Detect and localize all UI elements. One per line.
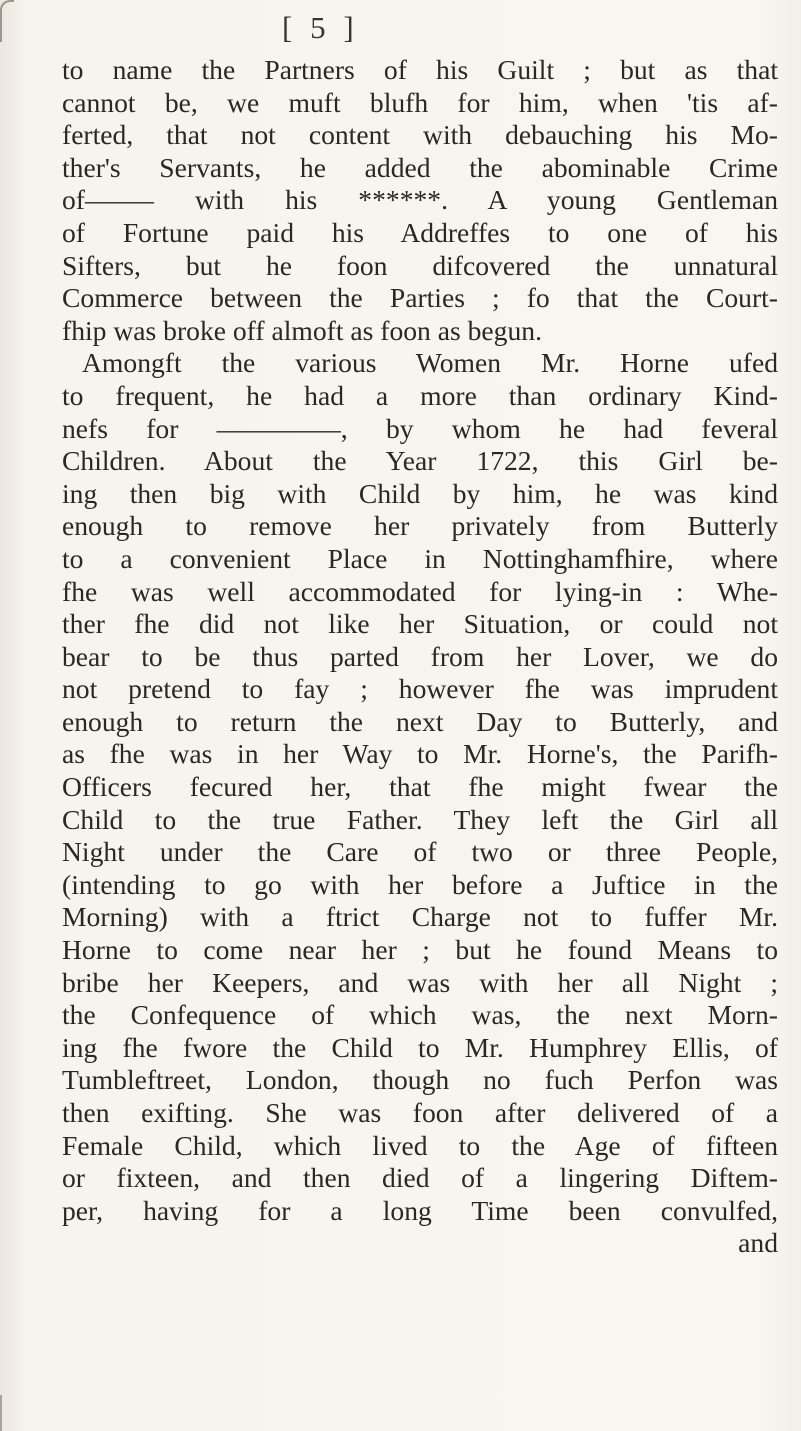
text-line: not pretend to fay ; however fhe was imprudent — [62, 673, 778, 705]
text-line: per, having for a long Time been convulfed, — [62, 1194, 778, 1226]
text-line: as fhe was in her Way to Mr. Horne's, the Parifh- — [62, 738, 778, 770]
text-line: Female Child, which lived to the Age of fifteen — [62, 1129, 778, 1161]
text-line: cannot be, we muft blufh for him, when 'tis af- — [62, 86, 778, 118]
text-line: ferted, that not content with debauching his Mo- — [62, 119, 778, 151]
text-line: then exifting. She was foon after delivered of a — [62, 1097, 778, 1128]
text-line: ing then big with Child by him, he was kind — [62, 477, 778, 509]
text-line: Tumbleftreet, London, though no fuch Perfon was — [62, 1064, 778, 1096]
text-line: nefs for –––––––––, by whom he had feveral — [62, 412, 778, 444]
text-line: Commerce between the Parties ; fo that the Court- — [62, 282, 778, 314]
text-line: ther's Servants, he added the abominable Crime — [62, 151, 778, 183]
text-line: Sifters, but he foon difcovered the unnatural — [62, 249, 778, 281]
text-line: of—––– with his ******. A young Gentleman — [62, 184, 778, 216]
text-line: bribe her Keepers, and was with her all Night ; — [62, 966, 778, 998]
text-line: bear to be thus parted from her Lover, we do — [62, 640, 778, 672]
text-line: enough to remove her privately from Butterly — [62, 510, 778, 542]
text-line: enough to return the next Day to Butterly, and — [62, 705, 778, 737]
text-line: Morning) with a ftrict Charge not to fuffer Mr. — [62, 901, 778, 933]
text-line: to a convenient Place in Nottinghamfhire, where — [62, 542, 778, 574]
text-line: ing fhe fwore the Child to Mr. Humphrey Ellis, of — [62, 1031, 778, 1063]
text-line: fhip was broke off almoft as foon as begun. — [62, 314, 542, 346]
page-number-header: [ 5 ] — [282, 10, 359, 45]
text-line: to frequent, he had a more than ordinary Kind- — [62, 379, 778, 411]
text-line: Officers fecured her, that fhe might fwear the — [62, 771, 778, 803]
text-line: to name the Partners of his Guilt ; but as that — [62, 54, 778, 85]
text-line: Child to the true Father. They left the Girl all — [62, 803, 778, 835]
text-line: of Fortune paid his Addreffes to one of his — [62, 216, 778, 248]
text-line: Amongft the various Women Mr. Horne ufed — [82, 347, 778, 379]
text-line: (intending to go with her before a Juftice in the — [62, 868, 778, 900]
catchword: and — [738, 1227, 778, 1259]
text-line: ther fhe did not like her Situation, or could not — [62, 608, 778, 640]
text-line: the Confequence of which was, the next Morn- — [62, 999, 778, 1031]
text-line: Night under the Care of two or three People, — [62, 836, 778, 868]
text-line: fhe was well accommodated for lying-in : Whe- — [62, 575, 778, 607]
body-text — [62, 54, 778, 1260]
page-binding-edge — [0, 1395, 16, 1431]
text-line: or fixteen, and then died of a lingering Diftem- — [62, 1162, 778, 1194]
text-line: Horne to come near her ; but he found Means to — [62, 934, 778, 966]
text-line: Children. About the Year 1722, this Girl be- — [62, 445, 778, 477]
